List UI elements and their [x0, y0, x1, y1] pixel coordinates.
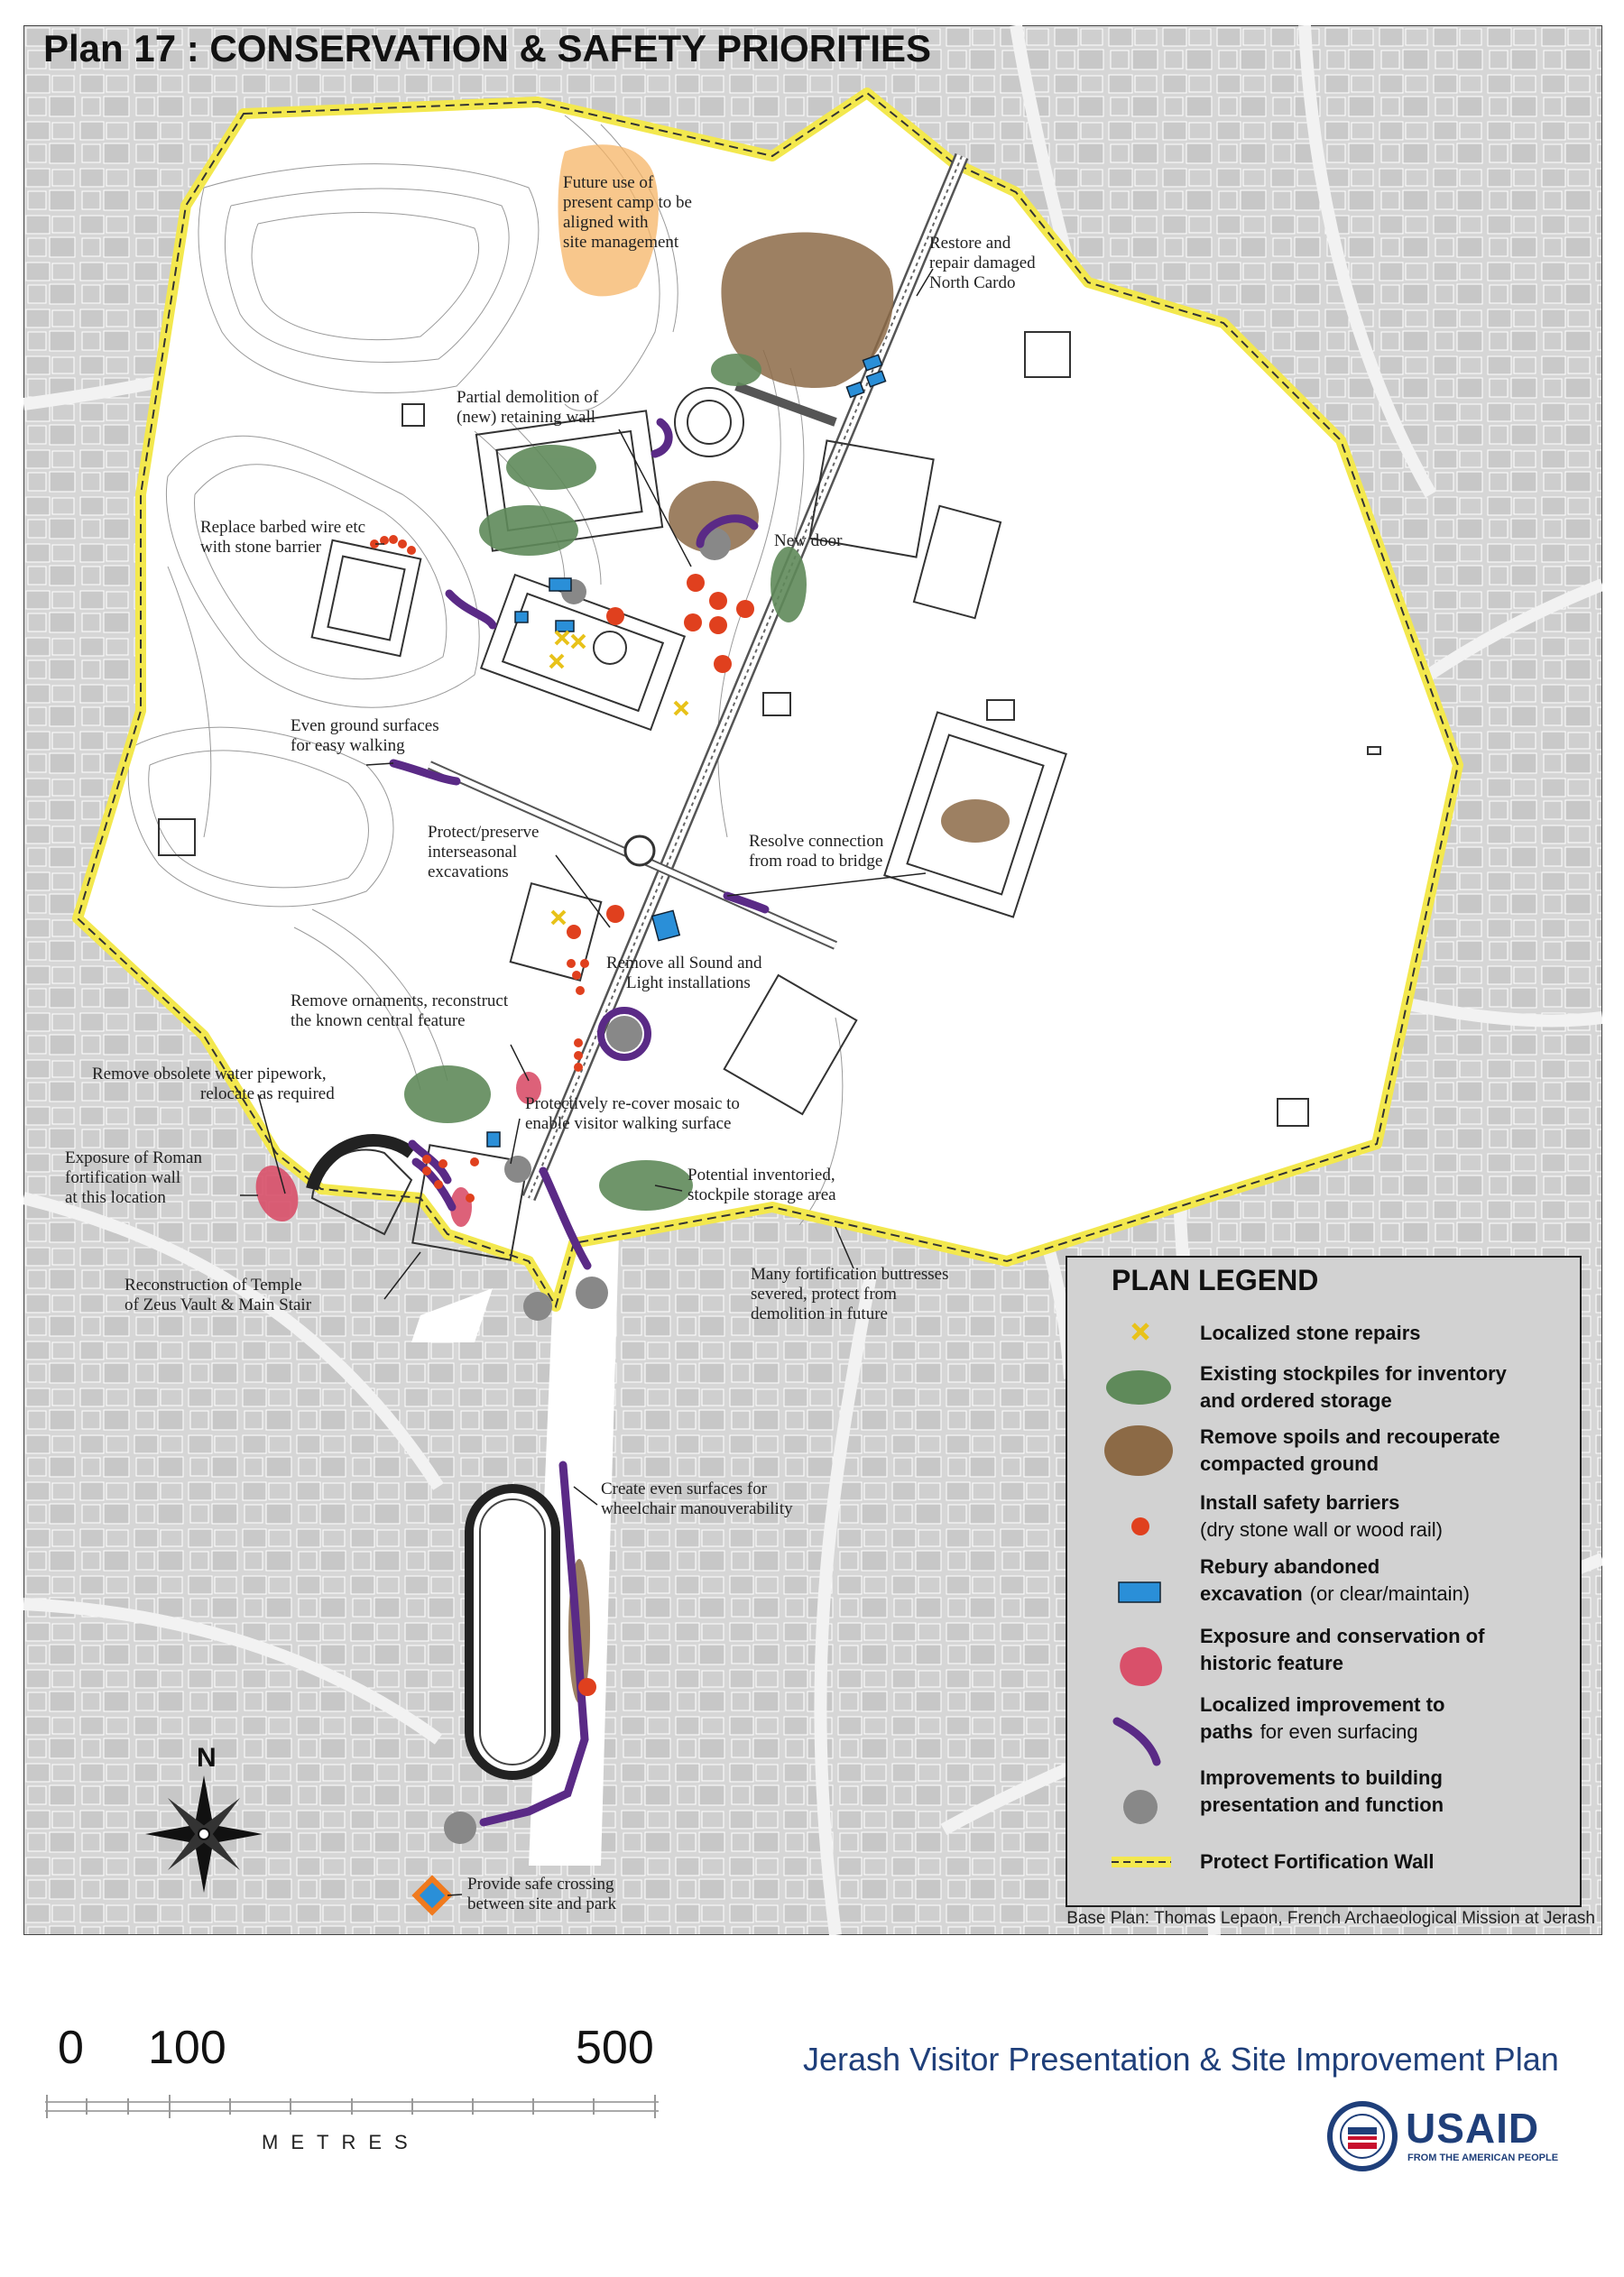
- usaid-seal-icon: [1326, 2100, 1398, 2172]
- svg-text:Rebury abandonedexcavation(or: Rebury abandoned excavation (or clear/maintain): [1200, 1555, 1471, 1605]
- label-roman-wall: Exposure of Roman fortification wall at this location: [65, 1148, 202, 1207]
- label-camp: Future use of present camp to be aligned with site management: [563, 173, 692, 252]
- label-even-ground: Even ground surfaces for easy walking: [291, 716, 439, 755]
- legend-text-path: Localized improvement to: [1200, 1693, 1445, 1716]
- legend-icon-rebury: [1119, 1582, 1160, 1602]
- legend-text-spoils: Remove spoils and recouperate: [1200, 1425, 1500, 1448]
- usaid-wordmark: USAID: [1406, 2105, 1540, 2152]
- legend-icon-historic: [1120, 1647, 1162, 1686]
- plan-legend: [1066, 1257, 1581, 1906]
- scale-tick-500: 500: [576, 2022, 654, 2074]
- hippodrome: [469, 1489, 556, 1775]
- label-retaining: Partial demolition of (new) retaining wall: [457, 388, 599, 427]
- scale-bar-graphic: [45, 2089, 677, 2125]
- svg-text:Exposure and conservation ofhi: Exposure and conservation of historic feature: [1200, 1625, 1485, 1674]
- site-plan-map: [23, 25, 1602, 1935]
- legend-icon-spoils: [1104, 1425, 1173, 1476]
- legend-text-fortification: Protect Fortification Wall: [1200, 1850, 1435, 1873]
- base-plan-credit: Base Plan: Thomas Lepaon, French Archaeological Mission at Jerash: [1066, 1909, 1595, 1928]
- legend-text-stockpile: Existing stockpiles for inventory: [1200, 1362, 1507, 1385]
- label-ornaments: Remove ornaments, reconstruct the known central feature: [291, 991, 509, 1030]
- label-buttresses: Many fortification buttresses severed, protect from demolition in future: [751, 1265, 949, 1323]
- legend-text-safety-barrier: Install safety barriers: [1200, 1491, 1400, 1514]
- legend-title: PLAN LEGEND: [1112, 1264, 1319, 1296]
- legend-text-rebury: Rebury abandoned: [1200, 1555, 1380, 1578]
- scale-unit-label: METRES: [262, 2131, 420, 2153]
- svg-text:Install safety barriers(dry st: Install safety barriers (dry stone wall or wood rail): [1200, 1491, 1443, 1541]
- svg-text:Improvements to buildingpresen: Improvements to building presentation and function: [1200, 1766, 1444, 1816]
- legend-icon-building: [1123, 1790, 1158, 1824]
- label-new-door: New door: [774, 531, 843, 550]
- label-wheelchair: Create even surfaces for wheelchair manouverability: [601, 1480, 793, 1518]
- svg-text:N: N: [197, 1743, 217, 1773]
- report-title: Jerash Visitor Presentation & Site Improvement Plan: [803, 2041, 1559, 2078]
- label-protect-excav: Protect/preserve interseasonal excavations: [428, 823, 540, 881]
- label-cardo: Restore and repair damaged North Cardo: [929, 234, 1036, 292]
- label-stockpile: Potential inventoried, stockpile storage area: [687, 1166, 836, 1204]
- legend-icon-stockpile: [1106, 1370, 1171, 1405]
- svg-text:Remove spoils and recouperatec: Remove spoils and recouperate compacted ground: [1200, 1425, 1500, 1475]
- scale-tick-0: 0: [58, 2022, 84, 2074]
- legend-icon-safety-barrier: [1131, 1517, 1149, 1535]
- label-mosaic: Protectively re-cover mosaic to enable visitor walking surface: [525, 1094, 740, 1133]
- label-resolve: Resolve connection from road to bridge: [749, 832, 884, 871]
- svg-text:Existing stockpiles for invent: Existing stockpiles for inventory and ordered storage: [1200, 1362, 1507, 1412]
- label-pipework: Remove obsolete water pipework, relocate as required: [92, 1065, 335, 1103]
- legend-text-historic: Exposure and conservation of: [1200, 1625, 1485, 1647]
- label-crossing: Provide safe crossing between site and park: [467, 1875, 617, 1913]
- label-barbed: Replace barbed wire etc with stone barrier: [200, 518, 366, 557]
- legend-text-building: Improvements to building: [1200, 1766, 1443, 1789]
- label-temple: Reconstruction of Temple of Zeus Vault & Main Stair: [125, 1276, 312, 1314]
- label-sound-light: Remove all Sound and Light installations: [606, 954, 762, 992]
- svg-text:Localized improvement topathsf: Localized improvement to paths for even surfacing: [1200, 1693, 1445, 1743]
- usaid-logo: [1326, 2100, 1579, 2172]
- usaid-tagline: FROM THE AMERICAN PEOPLE: [1407, 2153, 1559, 2163]
- map-title: Plan 17 : CONSERVATION & SAFETY PRIORITIES: [43, 27, 932, 69]
- scale-tick-100: 100: [148, 2022, 226, 2074]
- legend-text-stone-repair: Localized stone repairs: [1200, 1322, 1421, 1344]
- scale-bar: [36, 2021, 686, 2183]
